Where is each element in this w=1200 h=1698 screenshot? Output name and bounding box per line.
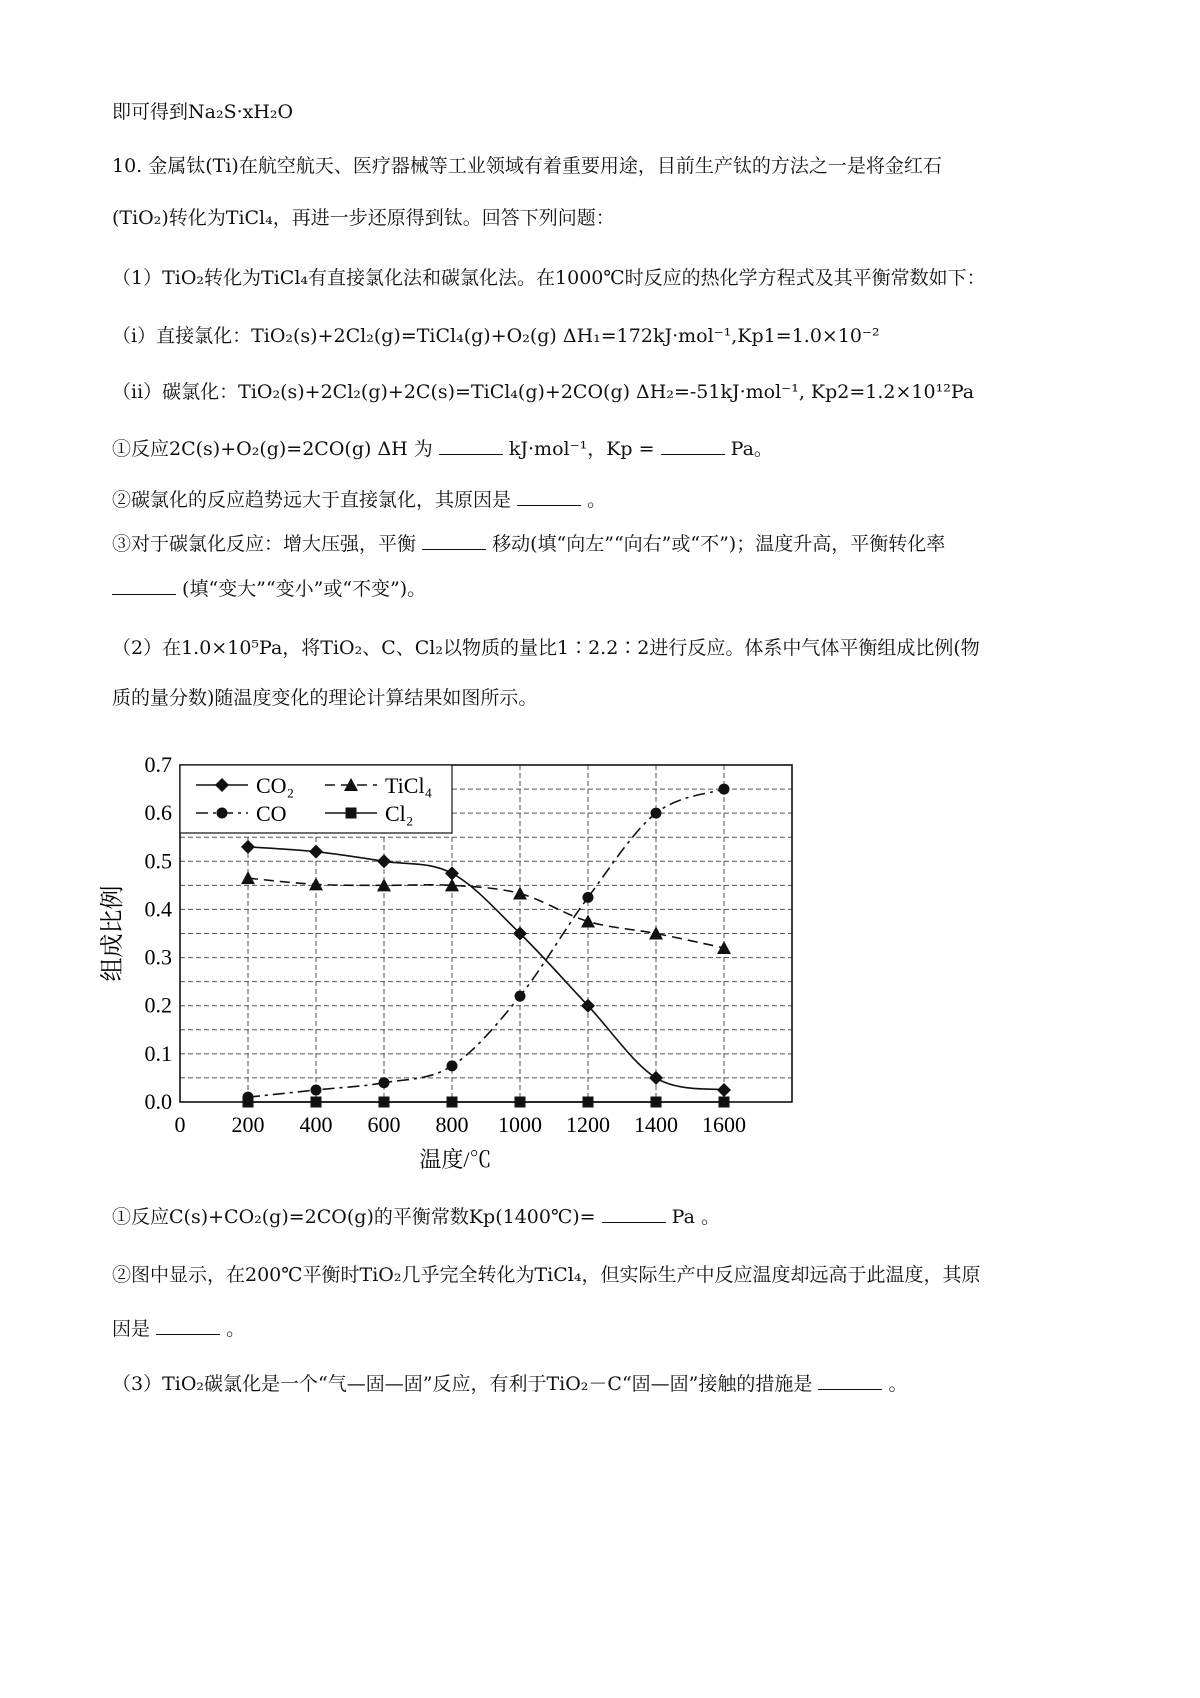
x-tick-label: 1400 xyxy=(634,1112,678,1137)
y-tick-label: 0.5 xyxy=(144,848,172,874)
legend-marker xyxy=(346,808,357,819)
q12-text-a: ②碳氯化的反应趋势远大于直接氯化，其原因是 xyxy=(112,489,512,511)
x-tick-label: 800 xyxy=(435,1112,469,1137)
x-tick-label: 1200 xyxy=(566,1112,610,1137)
x-tick-label: 1600 xyxy=(702,1112,746,1137)
y-tick-label: 0.4 xyxy=(144,896,172,922)
x-tick-label: 0 xyxy=(174,1112,186,1137)
legend-label: CO₂ xyxy=(256,773,295,798)
question-2-2: ②图中显示，在200℃平衡时TiO₂几乎完全转化为TiCl₄，但实际生产中反应温度却远高于此温度，其原 xyxy=(112,1264,981,1286)
series-line xyxy=(248,789,724,1097)
q13-text-c: (填“变大”“变小”或“不变”)。 xyxy=(182,578,427,600)
answer-blank[interactable] xyxy=(112,576,176,595)
x-tick-label: 600 xyxy=(367,1112,401,1137)
data-point xyxy=(379,1077,390,1088)
q12-text-b: 。 xyxy=(587,489,607,511)
q13-text-a: ③对于碳氯化反应：增大压强，平衡 xyxy=(112,533,417,555)
chart-svg xyxy=(100,752,880,1245)
data-point xyxy=(311,1097,322,1108)
legend-marker xyxy=(217,808,228,819)
legend-label: TiCl₄ xyxy=(385,773,433,798)
x-axis-label: 温度/℃ xyxy=(419,1147,492,1172)
data-point xyxy=(513,887,527,900)
answer-blank[interactable] xyxy=(156,1316,220,1335)
part-2-intro: （2）在1.0×10⁵Pa，将TiO₂、C、Cl₂以物质的量比1∶2.2∶2进行反应。体系中气体平衡组成比例(物 xyxy=(112,637,980,659)
question-1-1 xyxy=(112,435,773,463)
question-10-intro: 10. 金属钛(Ti)在航空航天、医疗器械等工业领域有着重要用途，目前生产钛的方法之一是将金红石 xyxy=(112,155,942,177)
answer-blank[interactable] xyxy=(517,487,581,506)
answer-blank[interactable] xyxy=(422,531,486,550)
q13-text-b: 移动(填“向左”“向右”或“不”)；温度升高，平衡转化率 xyxy=(492,533,946,555)
q22-text-a: 因是 xyxy=(112,1318,151,1340)
data-point xyxy=(309,845,323,859)
y-tick-label: 0.1 xyxy=(144,1040,172,1066)
answer-blank[interactable] xyxy=(818,1371,882,1390)
data-point xyxy=(445,866,459,880)
equation-i: （ⅰ）直接氯化：TiO₂(s)+2Cl₂(g)=TiCl₄(g)+O₂(g) ΔH₁=172kJ·mol⁻¹,Kp1=1.0×10⁻² xyxy=(112,325,880,347)
q11-text-c: Pa。 xyxy=(730,438,773,460)
q22-text-b: 。 xyxy=(226,1318,246,1340)
answer-blank[interactable] xyxy=(439,436,503,455)
data-point xyxy=(241,871,255,884)
data-point xyxy=(719,784,730,795)
data-point xyxy=(379,1097,390,1108)
q3-text-b: 。 xyxy=(888,1373,908,1395)
y-tick-label: 0.3 xyxy=(144,944,172,970)
data-point xyxy=(717,1083,731,1097)
legend-label: CO xyxy=(256,801,287,826)
question-2-2-cont xyxy=(112,1315,245,1343)
data-point xyxy=(651,1097,662,1108)
data-point xyxy=(447,1060,458,1071)
composition-chart xyxy=(100,752,880,1245)
question-2-1 xyxy=(112,1203,720,1231)
x-tick-label: 200 xyxy=(231,1112,265,1137)
y-tick-label: 0.6 xyxy=(144,800,172,826)
data-point xyxy=(583,1097,594,1108)
data-point xyxy=(583,892,594,903)
data-point xyxy=(241,840,255,854)
data-point xyxy=(515,991,526,1002)
data-point xyxy=(243,1097,254,1108)
data-point xyxy=(719,1097,730,1108)
y-tick-label: 0.7 xyxy=(144,752,172,777)
data-point xyxy=(651,808,662,819)
data-point xyxy=(581,914,595,927)
x-tick-label: 1000 xyxy=(498,1112,542,1137)
answer-blank[interactable] xyxy=(661,436,725,455)
data-point xyxy=(515,1097,526,1108)
question-1-3-cont xyxy=(112,575,426,603)
data-point xyxy=(649,1071,663,1085)
part-1-intro: （1）TiO₂转化为TiCl₄有直接氯化法和碳氯化法。在1000℃时反应的热化学方程式及其平衡常数如下： xyxy=(112,267,986,289)
y-axis-label: 组成比例 xyxy=(100,885,126,982)
q11-text-a: ①反应2C(s)+O₂(g)=2CO(g) ΔH 为 xyxy=(112,438,433,460)
part-2-intro-cont: 质的量分数)随温度变化的理论计算结果如图所示。 xyxy=(112,687,538,709)
equation-ii: （ⅱ）碳氯化：TiO₂(s)+2Cl₂(g)+2C(s)=TiCl₄(g)+2CO(g) ΔH₂=-51kJ·mol⁻¹, Kp2=1.2×10¹²Pa xyxy=(112,381,975,403)
q11-text-b: kJ·mol⁻¹，Kp = xyxy=(508,438,655,460)
answer-blank[interactable] xyxy=(602,1204,666,1223)
data-point xyxy=(377,854,391,868)
q3-text-a: （3）TiO₂碳氯化是一个“气—固—固”反应，有利于TiO₂－C“固—固”接触的措施是 xyxy=(112,1373,813,1395)
q21-text-b: Pa 。 xyxy=(671,1206,720,1228)
part-3 xyxy=(112,1370,907,1398)
y-tick-label: 0.2 xyxy=(144,992,172,1018)
y-tick-label: 0.0 xyxy=(144,1089,172,1114)
data-point xyxy=(447,1097,458,1108)
question-10-intro-cont: (TiO₂)转化为TiCl₄，再进一步还原得到钛。回答下列问题： xyxy=(112,207,615,229)
text-line-1: 即可得到Na₂S·xH₂O xyxy=(112,101,294,123)
question-1-2 xyxy=(112,486,606,514)
q21-text-a: ①反应C(s)+CO₂(g)=2CO(g)的平衡常数Kp(1400℃)= xyxy=(112,1206,596,1228)
x-tick-label: 400 xyxy=(299,1112,333,1137)
question-1-3 xyxy=(112,530,945,558)
legend-label: Cl₂ xyxy=(385,801,414,826)
data-point xyxy=(311,1084,322,1095)
